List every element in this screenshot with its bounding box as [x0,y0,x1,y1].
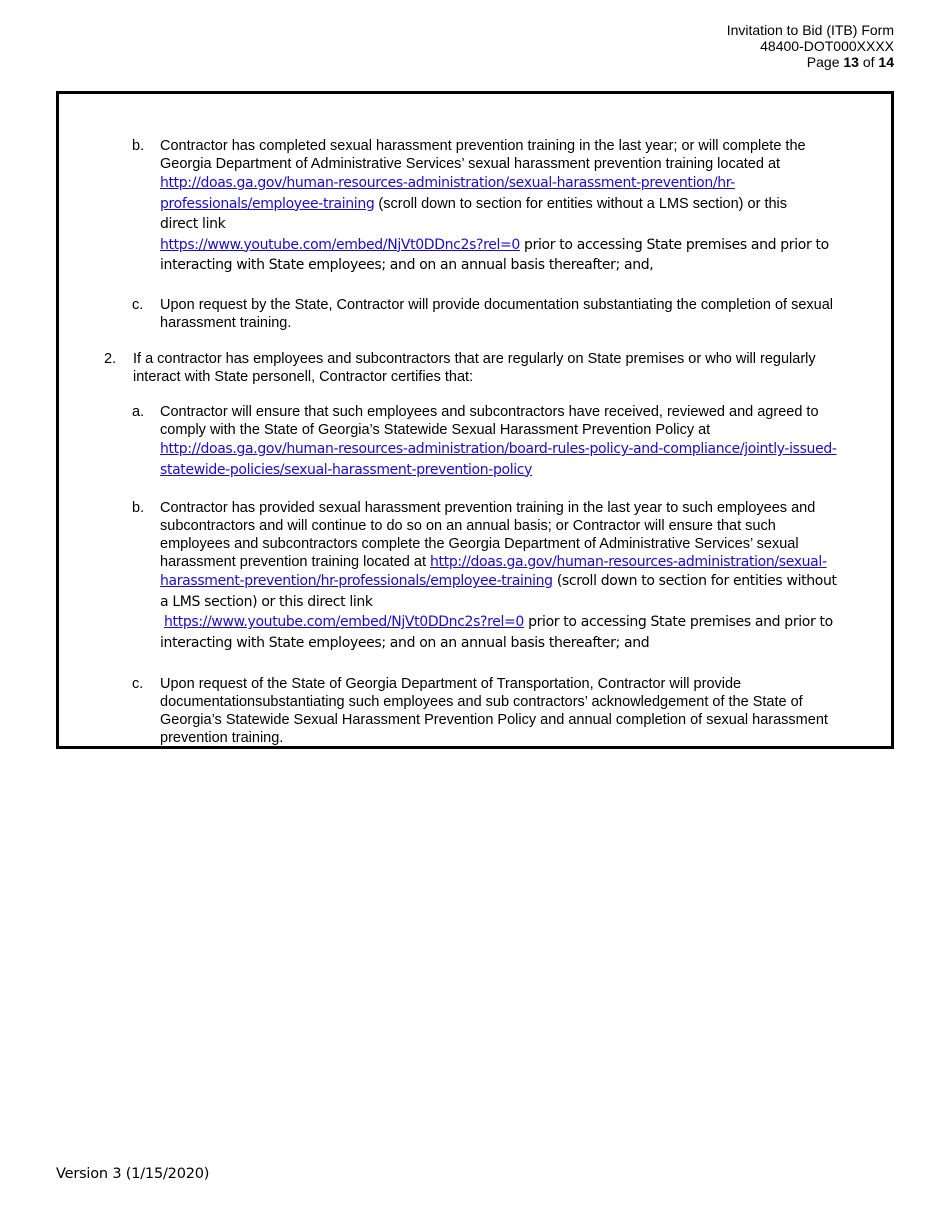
list-marker-a2: a. [132,404,145,420]
text-line: If a contractor has employees and subcontractors that are regularly on State premises or who will regularly [133,351,816,367]
text-line [160,194,890,215]
text-line: Upon request by the State, Contractor will provide documentation substantiating the completion of sexual [160,297,834,313]
text-line: documentationsubstantiating such employees and sub contractors’ acknowledgement of the State of [160,694,803,710]
list-item-a2 [160,403,890,480]
text-line: employees and subcontractors complete the Georgia Department of Administrative Services’ sexual [160,536,799,552]
text-line [160,553,890,571]
text-line: interact with State personell, Contractor certifies that: [133,369,474,385]
list-item-2 [133,350,893,386]
text-line [160,235,890,256]
text-line: Georgia’s Statewide Sexual Harassment Prevention Policy and annual completion of sexual harassment [160,712,828,728]
page-header [727,22,894,70]
list-marker-b2: b. [132,500,145,516]
doas-training-link-2[interactable]: http://doas.ga.gov/human-resources-administration/sexual- [430,554,827,570]
text-line: subcontractors and will continue to do so on an annual basis; or Contractor will ensure that such [160,518,776,534]
form-title: Invitation to Bid (ITB) Form [726,22,894,38]
policy-link-cont[interactable]: statewide-policies/sexual-harassment-prevention-policy [160,461,533,478]
text-line [160,460,890,481]
text-line: Contractor will ensure that such employees and subcontractors have received, reviewed and agreed to [160,404,819,420]
text-line [160,571,890,592]
text-line [160,612,890,633]
page-label: Page [806,54,840,70]
text-line: harassment training. [160,315,292,331]
list-marker-2: 2. [104,351,117,367]
page-current: 13 [843,54,859,70]
youtube-link-2[interactable]: https://www.youtube.com/embed/NjVt0DDnc2s?rel=0 [164,614,524,630]
text-line: interacting with State employees; and on an annual basis thereafter; and [160,634,650,651]
text-line [160,439,890,460]
list-marker-b1: b. [132,138,145,154]
list-item-c2 [160,675,890,747]
list-item-b1 [160,137,890,276]
text-line: Contractor has provided sexual harassment prevention training in the last year to such employees and [160,500,816,516]
text-line: Contractor has completed sexual harassment prevention training in the last year; or will complete the [160,138,806,154]
doas-training-link[interactable]: http://doas.ga.gov/human-resources-administration/sexual-harassment-prevention/hr- [160,175,735,191]
text-line: Upon request of the State of Georgia Department of Transportation, Contractor will provide [160,676,742,692]
text-fragment: prior to accessing State premises and prior to [519,236,829,253]
text-line: interacting with State employees; and on an annual basis thereafter; and, [160,257,654,273]
page-of: of [862,54,875,70]
page-total: 14 [878,54,894,70]
list-item-c1 [160,296,890,332]
policy-link[interactable]: http://doas.ga.gov/human-resources-administration/board-rules-policy-and-compliance/jointly-issued- [160,441,837,457]
doas-training-link-cont[interactable]: professionals/employee-training [160,195,375,212]
page-indicator [727,54,894,70]
list-marker-c2: c. [132,676,144,692]
form-number: 48400-DOT000XXXX [760,38,894,54]
list-marker-c1: c. [132,297,144,313]
doas-training-link-2-cont[interactable]: harassment-prevention/hr-professionals/employee-training [160,573,553,589]
text-fragment: (scroll down to section for entities without a LMS section) or this [374,195,788,212]
text-line: Georgia Department of Administrative Services’ sexual harassment prevention training located at [160,156,781,172]
text-fragment: (scroll down to section for entities without [552,573,837,589]
text-line: a LMS section) or this direct link [160,593,373,610]
text-line: direct link [160,216,226,232]
version-footer: Version 3 (1/15/2020) [56,1166,210,1182]
list-item-b2 [160,499,890,653]
text-line [160,173,890,194]
text-fragment: prior to accessing State premises and prior to [523,614,833,630]
youtube-link[interactable]: https://www.youtube.com/embed/NjVt0DDnc2s?rel=0 [160,236,520,253]
text-line: prevention training. [160,730,284,746]
text-fragment: harassment prevention training located at [160,554,431,570]
text-line: comply with the State of Georgia’s Statewide Sexual Harassment Prevention Policy at [160,422,711,438]
